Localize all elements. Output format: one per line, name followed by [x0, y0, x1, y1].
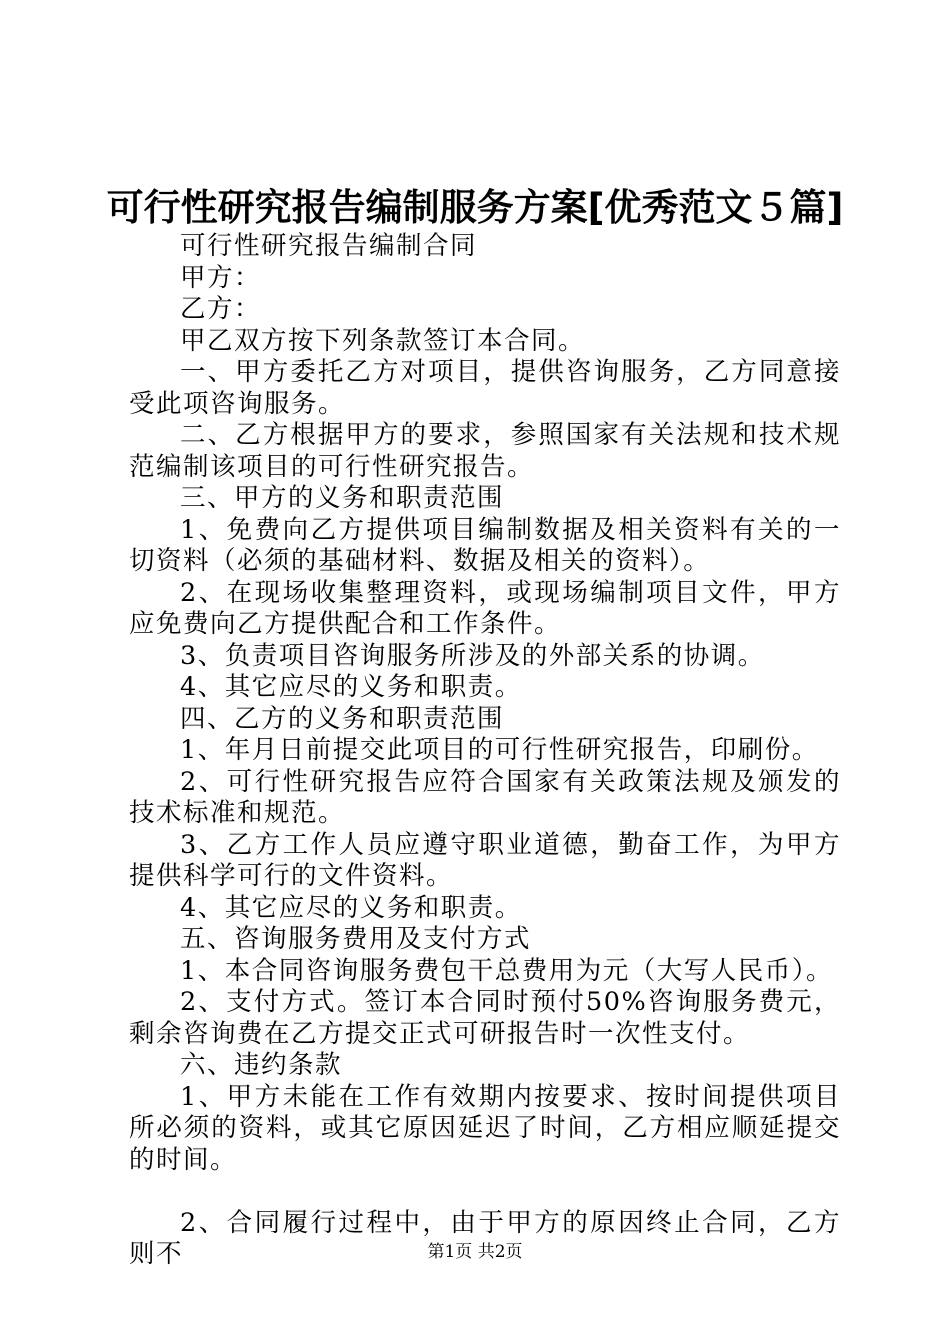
paragraph-item: 1、本合同咨询服务费包干总费用为元（大写人民币）。 — [180, 955, 833, 986]
page-number: 第1页 共2页 — [427, 1242, 523, 1262]
paragraph-item: 4、其它应尽的义务和职责。 — [180, 892, 522, 923]
section-heading-3: 三、甲方的义务和职责范围 — [180, 483, 505, 513]
paragraph-party-b: 乙方： — [180, 294, 262, 324]
paragraph-item: 1、免费向乙方提供项目编制数据及相关资料有关的一切资料（必须的基础材料、数据及相关的资料）。 — [129, 514, 841, 576]
paragraph-clause-2: 二、乙方根据甲方的要求，参照国家有关法规和技术规范编制该项目的可行性研究报告。 — [129, 420, 841, 482]
paragraph-item: 3、乙方工作人员应遵守职业道德，勤奋工作，为甲方提供科学可行的文件资料。 — [129, 829, 841, 891]
paragraph-item: 1、年月日前提交此项目的可行性研究报告，印刷份。 — [180, 735, 819, 765]
paragraph-contract-title: 可行性研究报告编制合同 — [180, 231, 478, 261]
paragraph-item: 2、可行性研究报告应符合国家有关政策法规及颁发的技术标准和规范。 — [129, 766, 841, 828]
paragraph-intro: 甲乙双方按下列条款签订本合同。 — [180, 325, 586, 356]
paragraph-item: 3、负责项目咨询服务所涉及的外部关系的协调。 — [180, 640, 765, 671]
paragraph-clause-1: 一、甲方委托乙方对项目，提供咨询服务，乙方同意接受此项咨询服务。 — [129, 357, 841, 419]
paragraph-item: 1、甲方未能在工作有效期内按要求、按时间提供项目所必须的资料，或其它原因延迟了时间，乙方相应顺延提交的时间。 — [129, 1081, 841, 1175]
paragraph-item: 2、合同履行过程中，由于甲方的原因终止合同，乙方则不 — [129, 1207, 841, 1269]
paragraph-item: 2、支付方式。签订本合同时预付50%咨询服务费元，剩余咨询费在乙方提交正式可研报告时一次性支付。 — [129, 987, 841, 1049]
document-body — [129, 231, 841, 1271]
section-heading-4: 四、乙方的义务和职责范围 — [180, 703, 505, 734]
section-heading-5: 五、咨询服务费用及支付方式 — [180, 924, 532, 954]
paragraph-item: 2、在现场收集整理资料，或现场编制项目文件，甲方应免费向乙方提供配合和工作条件。 — [129, 577, 841, 639]
section-heading-6: 六、违约条款 — [180, 1050, 343, 1080]
paragraph-item: 4、其它应尽的义务和职责。 — [180, 672, 522, 702]
paragraph-party-a: 甲方： — [180, 262, 262, 293]
document-title: 可行性研究报告编制服务方案[优秀范文５篇] — [106, 186, 844, 229]
